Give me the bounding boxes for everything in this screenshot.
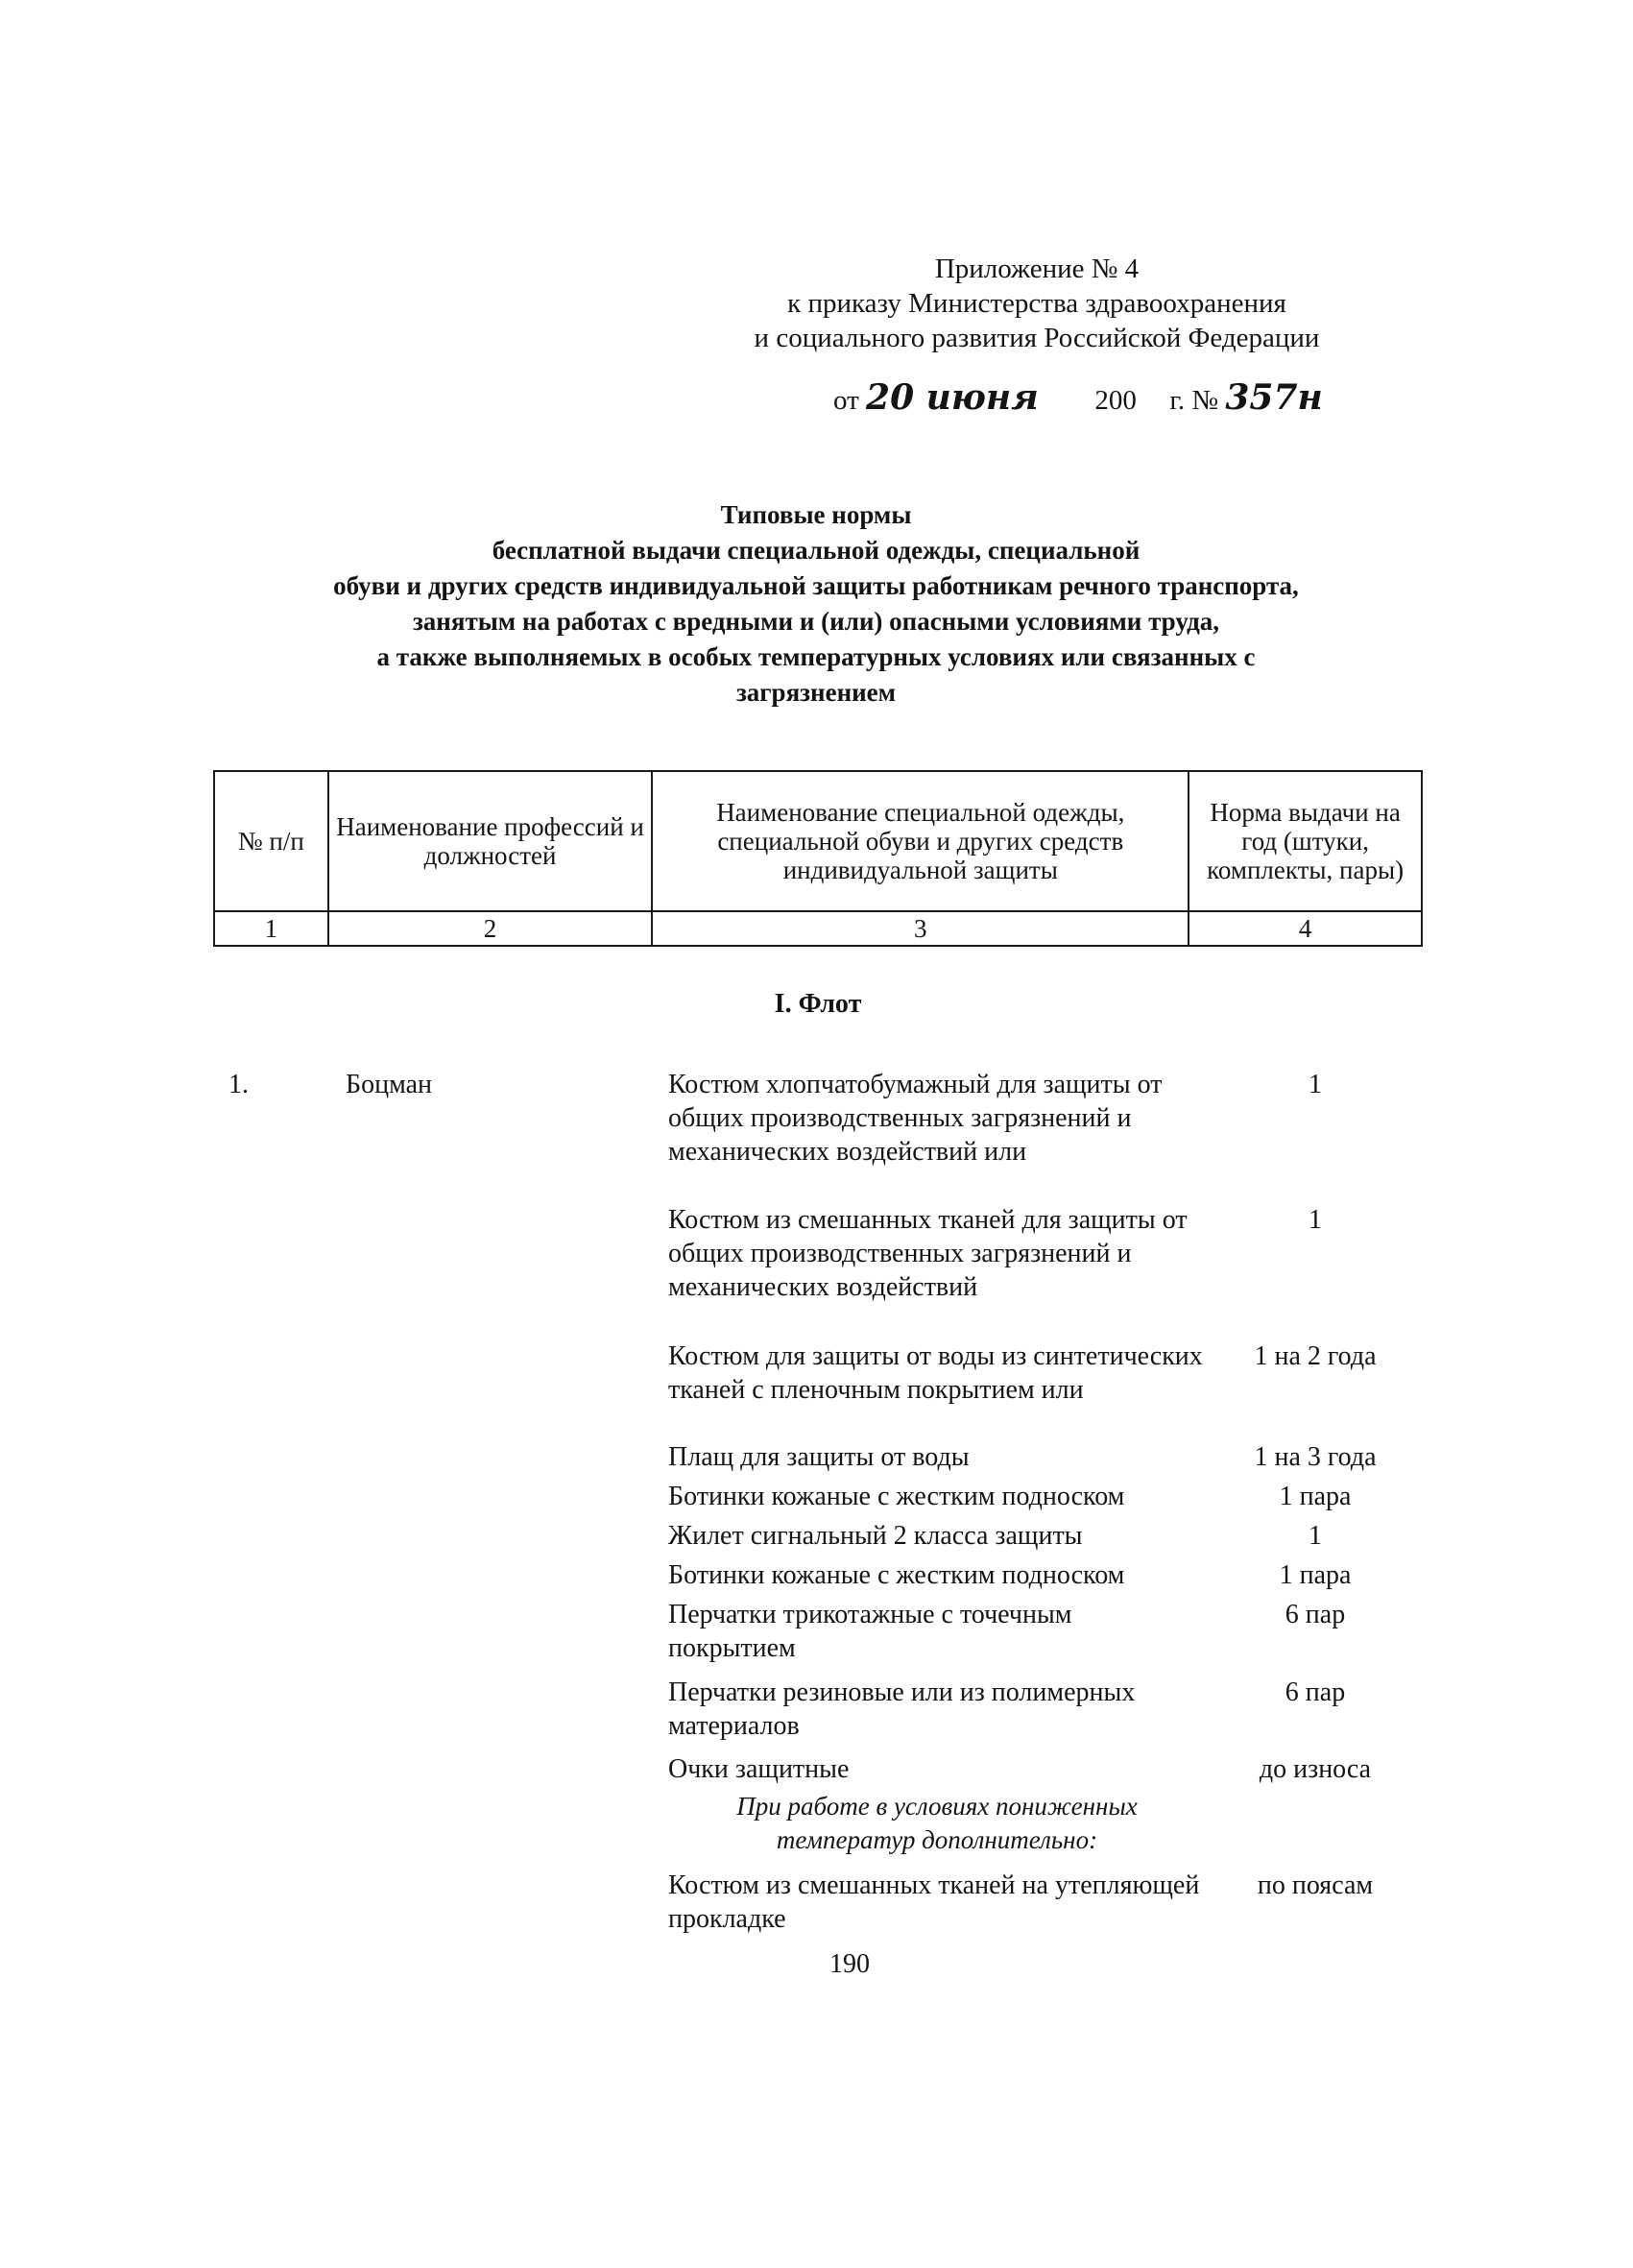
- date-prefix: от: [833, 385, 859, 416]
- equipment-qty: 1 пара: [1279, 1560, 1352, 1590]
- equipment-item: Костюм из смешанных тканей на утепляющей прокладке: [668, 1870, 1200, 1934]
- header-col-profession: Наименование профессий и должностей: [328, 771, 653, 911]
- appendix-line-1: Приложение № 4: [934, 253, 1140, 284]
- equipment-item: Очки защитные: [668, 1754, 850, 1784]
- section-heading: I. Флот: [774, 989, 862, 1019]
- equipment-item: Перчатки трикотажные с точечным покрытием: [668, 1600, 1072, 1663]
- page-number: 190: [829, 1949, 870, 1979]
- equipment-qty: 1 пара: [1279, 1482, 1352, 1511]
- document-title: [192, 497, 1440, 711]
- header-col-norm: Норма выдачи на год (штуки, комплекты, пары): [1189, 771, 1422, 911]
- handwritten-date: 20 июня: [866, 377, 1039, 418]
- norms-table-header: [213, 770, 1423, 947]
- title-line: обуви и других средств индивидуальной защиты работникам речного транспорта,: [333, 571, 1299, 600]
- appendix-line-2: к приказу Министерства здравоохранения: [787, 288, 1286, 319]
- equipment-qty: 6 пар: [1285, 1600, 1346, 1629]
- equipment-qty: 1: [1309, 1070, 1322, 1099]
- handwritten-number: 357н: [1225, 377, 1323, 418]
- equipment-item: Костюм хлопчатобумажный для защиты от общих производственных загрязнений и механических воздействий или: [668, 1070, 1163, 1167]
- appendix-header: [730, 252, 1344, 355]
- equipment-item: Плащ для защиты от воды: [668, 1442, 970, 1472]
- title-line: а также выполняемых в особых температурных условиях или связанных с: [376, 642, 1256, 671]
- equipment-qty: 1: [1309, 1521, 1322, 1551]
- cold-conditions-note: При работе в условиях пониженных температур дополнительно:: [736, 1792, 1138, 1854]
- header-col-equipment: Наименование специальной одежды, специальной обуви и других средств индивидуальной защиты: [652, 771, 1189, 911]
- title-line: загрязнением: [735, 678, 897, 707]
- title-line: занятым на работах с вредными и (или) опасными условиями труда,: [412, 607, 1220, 636]
- equipment-qty: 1: [1309, 1205, 1322, 1235]
- equipment-qty: 1 на 2 года: [1254, 1341, 1377, 1371]
- equipment-item: Ботинки кожаные с жестким подноском: [668, 1560, 1125, 1590]
- equipment-item: Перчатки резиновые или из полимерных материалов: [668, 1677, 1136, 1741]
- title-line: Типовые нормы: [720, 500, 912, 529]
- equipment-item: Костюм для защиты от воды из синтетических тканей с пленочным покрытием или: [668, 1341, 1203, 1405]
- column-number-3: 3: [652, 911, 1189, 946]
- appendix-line-3: и социального развития Российской Федерации: [754, 323, 1320, 353]
- equipment-qty: 1 на 3 года: [1254, 1442, 1377, 1472]
- header-col-number: № п/п: [214, 771, 328, 911]
- title-line: бесплатной выдачи специальной одежды, специальной: [492, 536, 1141, 565]
- equipment-item: Жилет сигнальный 2 класса защиты: [668, 1521, 1083, 1551]
- equipment-qty: до износа: [1259, 1754, 1372, 1784]
- row-number: 1.: [228, 1070, 249, 1099]
- column-number-1: 1: [214, 911, 328, 946]
- order-date-line: [833, 377, 1323, 418]
- column-number-2: 2: [328, 911, 653, 946]
- profession-name: Боцман: [346, 1070, 433, 1099]
- year-text: 200: [1094, 385, 1137, 416]
- column-number-4: 4: [1189, 911, 1422, 946]
- number-prefix: г. №: [1169, 385, 1219, 416]
- equipment-qty: по поясам: [1257, 1870, 1374, 1900]
- equipment-item: Костюм из смешанных тканей для защиты от общих производственных загрязнений и механических воздействий: [668, 1205, 1188, 1302]
- equipment-item: Ботинки кожаные с жестким подноском: [668, 1482, 1125, 1511]
- equipment-qty: 6 пар: [1285, 1677, 1346, 1707]
